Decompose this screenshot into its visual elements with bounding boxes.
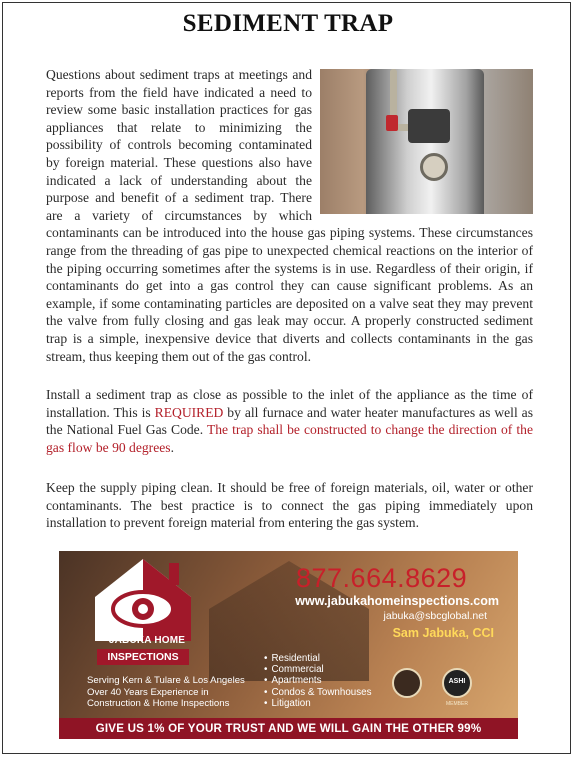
logo-name: JABUKA HOME [108,635,186,646]
service-item: • Litigation [264,698,371,709]
service-item: • Residential [264,653,371,664]
ashi-member-label: MEMBER [446,701,468,707]
certification-seal-icon [392,668,422,698]
emphasis-highlight: The trap shall be constructed to change the direction of the gas flow be 90 degrees [46,422,533,455]
logo-subtitle: INSPECTIONS [97,649,189,665]
paragraph-2-end: . [170,439,174,455]
service-item: • Condos & Townhouses [264,687,371,698]
serving-line: Serving Kern & Tulare & Los Angeles [87,675,245,686]
advertisement [59,551,518,739]
gas-control-valve [408,109,450,143]
water-heater-photo [320,69,533,214]
serving-line: Over 40 Years Experience in [87,686,209,698]
serving-info [87,675,287,710]
paragraph-2 [46,386,533,456]
paragraph-2-text: Install a sediment trap as close as possible to the inlet of the appliance as the time of installation. This is [46,387,533,420]
valve-knob [420,153,448,181]
service-item: • Apartments [264,675,371,686]
paragraph-3: Keep the supply piping clean. It should be free of foreign materials, oil, water or other contaminants. The best practice is to connect the gas piping immediately upon installation to prevent foreign material from entering the gas system. [46,480,533,531]
paragraph-2-text-cont: by all furnace and water heater manufactures as well as the National Fuel Gas Code. [46,404,533,438]
paragraph-1 [46,66,533,365]
inspector-name: Sam Jabuka, CCI [392,626,494,640]
slogan-banner: GIVE US 1% OF YOUR TRUST AND WE WILL GAIN THE OTHER 99% [59,718,518,739]
page-title: SEDIMENT TRAP [182,10,394,37]
services-list [264,653,371,709]
ashi-badge-icon [442,668,472,698]
service-item: • Commercial [264,664,371,675]
serving-line: Construction & Home Inspections [87,698,230,710]
valve-cap [386,115,398,131]
email-link[interactable]: jabuka@sbcglobal.net [383,610,487,622]
required-highlight: REQUIRED [154,404,224,420]
phone-number[interactable]: 877.664.8629 [296,563,468,593]
paragraph-1-text: Questions about sediment traps at meetings and reports from the field have indicated a need to review some basic installation practices for gas appliances that relate to minimizing the possibility of controls becoming contaminated by foreign material. These questions also have indicated a lack of understanding about the purpose and benefit of a sediment trap. There are a variety of circumstances by which contaminants can be introduced into the house gas piping systems. These circumstances range from the threading of gas pipe to unexpected chemical reactions on the interior of the piping occurring sometimes after the systems is in use. Regardless of their origin, if contaminants do get into a gas control they can cause significant problems. As an example, if some contaminating particles are deposited on a valve seat they may prevent the valve from fully closing and gas leak may occur. A properly constructed sediment trap is a simple, inexpensive device that diverts and collects contaminants in the gas stream, thus keeping them out of the gas control. [46,67,533,364]
website-link[interactable]: www.jabukahomeinspections.com [295,594,499,608]
